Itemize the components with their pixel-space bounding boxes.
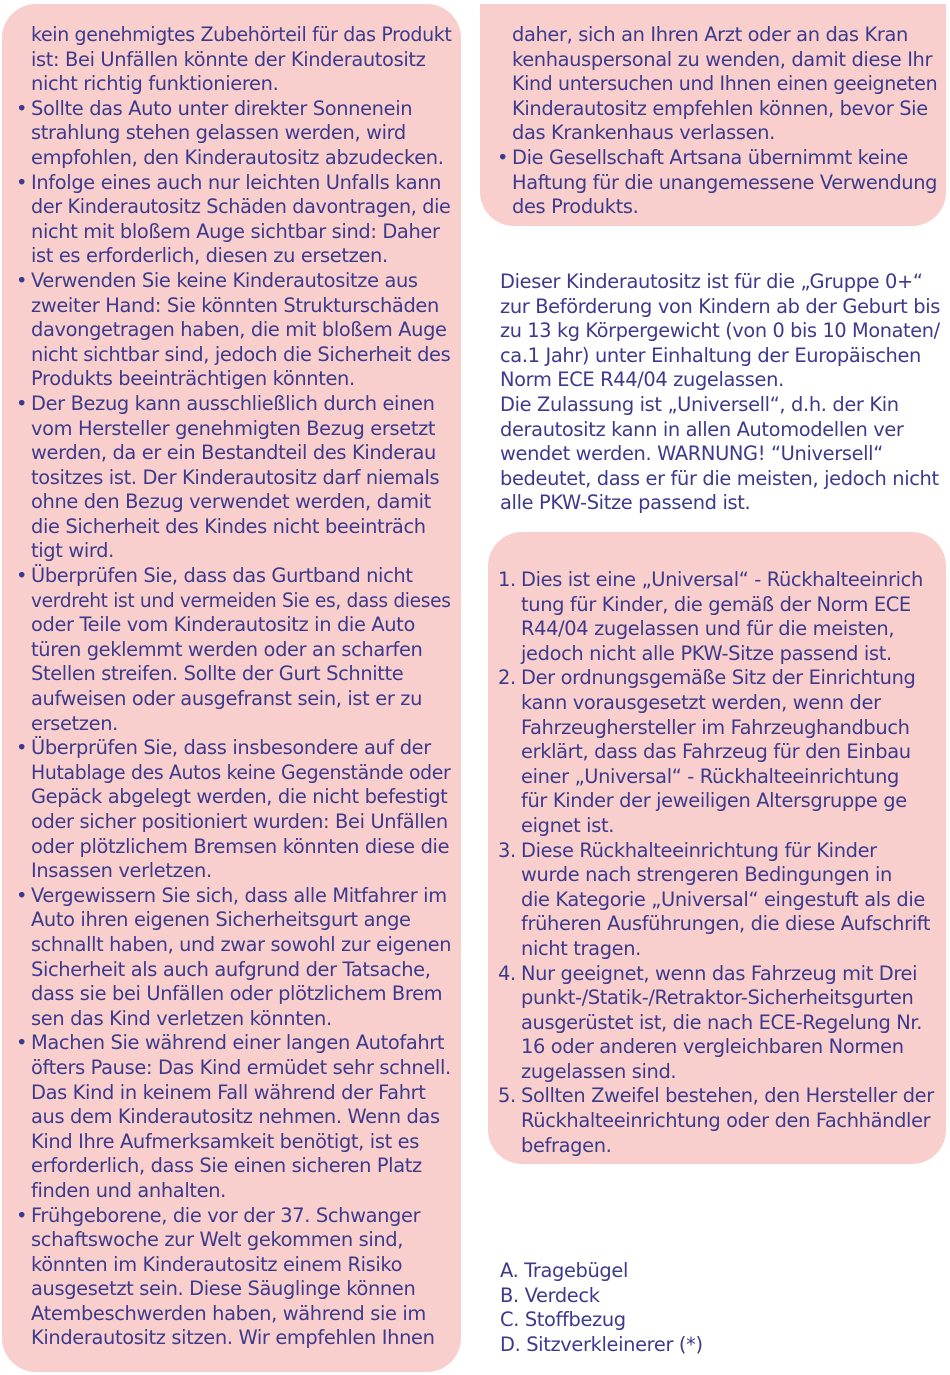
bullet-marker: • [16,1031,28,1055]
bullet-marker: • [16,96,28,120]
text-line: ca.1 Jahr) unter Einhaltung der Europäischen [500,343,921,367]
parts-legend [500,1259,800,1357]
numbered-line: zugelassen sind. [521,1059,677,1083]
numbered-line: R44/04 zugelassen und für die meisten, [521,617,895,641]
continuation-line: daher, sich an Ihren Arzt oder an das Kran [512,23,908,46]
bullet-line: oder sicher positioniert wurden: Bei Unfällen [31,810,448,833]
bullet-line: sen das Kind verletzen könnten. [31,1006,332,1030]
numbered-item [498,666,941,838]
bullet-marker: • [16,736,28,760]
text-line: C. Stoffbezug [500,1308,626,1332]
bullet-line: verdreht ist und vermeiden Sie es, dass dieses [31,588,451,612]
bullet-line: vom Hersteller genehmigten Bezug ersetzt [31,416,436,440]
continuation-line: ist: Bei Unfällen könnte der Kinderautositz [31,47,426,71]
text-line: B. Verdeck [500,1283,600,1307]
bullet-item [16,736,451,884]
numbered-line: früheren Ausführungen, die diese Aufschrift [521,912,931,936]
bullet-line: nicht sichtbar sind, jedoch die Sicherheit des [31,342,451,366]
numbered-line: befragen. [521,1133,612,1157]
bullet-line: könnten im Kinderautositz einem Risiko [31,1252,403,1276]
numbered-line: Sollten Zweifel bestehen, den Hersteller der [521,1084,934,1108]
bullet-item [497,145,938,220]
bullet-marker: • [497,145,509,169]
bullet-line: öfters Pause: Das Kind ermüdet sehr schnell. [31,1055,451,1079]
bullet-line: Kind Ihre Aufmerksamkeit benötigt, ist es [31,1129,419,1153]
bullet-item [16,564,451,736]
numbered-line: 16 oder anderen vergleichbaren Normen [521,1035,904,1059]
bullet-line: der Kinderautositz Schäden davontragen, die [31,195,451,219]
item-number: 5. [498,1084,516,1108]
text-line: alle PKW-Sitze passend ist. [500,491,751,515]
numbered-item [498,961,941,1085]
bullet-item [16,1031,451,1203]
numbered-line: einer „Universal“ - Rückhalteeinrichtung [521,764,899,788]
numbered-line: die Kategorie „Universal“ eingestuft als die [521,887,925,911]
bullet-line: oder Teile vom Kinderautositz in die Auto [31,613,415,637]
bullet-line: Verwenden Sie keine Kinderautositze aus [31,268,418,292]
item-number: 1. [498,568,516,591]
continuation-line: Kinderautositz empfehlen können, bevor Sie [512,96,928,120]
universal-notes-list [498,568,941,1158]
bullet-line: nicht mit bloßem Auge sichtbar sind: Daher [31,219,440,243]
bullet-marker: • [16,883,28,907]
numbered-line: wurde nach strengeren Bedingungen in [521,863,892,887]
bullet-line: Der Bezug kann ausschließlich durch einen [31,391,435,415]
continuation-line: Kind untersuchen und Ihnen einen geeigneten [512,72,938,96]
numbered-line: jedoch nicht alle PKW-Sitze passend ist. [521,641,892,665]
bullet-line: davongetragen haben, die mit bloßem Auge [31,318,447,342]
continuation-line: kenhauspersonal zu wenden, damit diese Ihr [512,47,933,71]
bullet-line: aufweisen oder ausgefranst sein, ist er zu [31,687,423,711]
bullet-line: zweiter Hand: Sie könnten Strukturschäden [31,293,439,317]
numbered-line: Der ordnungsgemäße Sitz der Einrichtung [521,666,916,690]
bullet-line: Stellen streifen. Sollte der Gurt Schnitte [31,662,404,686]
right-warnings-text [497,23,938,220]
continuation-line: nicht richtig funktionieren. [31,72,279,96]
bullet-line: tigt wird. [31,539,114,563]
bullet-line: türen geklemmt werden oder an scharfen [31,637,423,661]
numbered-line: ausgerüstet ist, die nach ECE-Regelung Nr. [521,1010,923,1034]
numbered-line: Nur geeignet, wenn das Fahrzeug mit Drei [521,961,918,985]
bullet-item [16,883,452,1032]
bullet-line: Haftung für die unangemessene Verwendung [512,170,938,194]
bullet-line: dass sie bei Unfällen oder plötzlichem Brem [31,982,443,1006]
bullet-line: Auto ihren eigenen Sicherheitsgurt ange [31,908,411,932]
bullet-item [16,268,451,392]
bullet-line: Das Kind in keinem Fall während der Fahrt [31,1080,426,1104]
bullet-line: Überprüfen Sie, dass insbesondere auf der [31,736,431,760]
item-number: 3. [498,838,516,862]
numbered-item [498,568,941,666]
bullet-marker: • [16,268,28,292]
bullet-line: Vergewissern Sie sich, dass alle Mitfahrer im [31,883,447,907]
bullet-line: oder plötzlichem Bremsen könnten diese die [31,834,450,858]
numbered-line: Fahrzeughersteller im Fahrzeughandbuch [521,715,910,739]
bullet-line: Insassen verletzen. [31,859,212,883]
bullet-item [16,170,451,269]
bullet-line: Hutablage des Autos keine Gegenstände oder [31,760,451,784]
bullet-line: werden, da er ein Bestandteil des Kinderau [31,441,436,465]
text-line: Norm ECE R44/04 zugelassen. [500,368,784,392]
numbered-line: eignet ist. [521,813,615,837]
bullet-item [16,391,451,564]
continuation-line: das Krankenhaus verlassen. [512,121,775,145]
bullet-line: ohne den Bezug verwendet werden, damit [31,490,431,514]
bullet-line: empfohlen, den Kinderautositz abzudecken. [31,145,444,169]
numbered-line: Dies ist eine „Universal“ - Rückhalteeinrich [521,568,923,591]
bullet-line: Atembeschwerden haben, während sie im [31,1301,426,1325]
bullet-line: aus dem Kinderautositz nehmen. Wenn das [31,1105,440,1129]
bullet-line: finden und anhalten. [31,1178,226,1202]
left-warnings-text [16,23,452,1351]
bullet-marker: • [16,1203,28,1227]
text-line: Dieser Kinderautositz ist für die „Gruppe 0+“ [500,270,923,293]
text-line: derautositz kann in allen Automodellen ver [500,417,904,441]
text-line: wendet werden. WARNUNG! “Universell“ [500,442,883,466]
bullet-line: tositzes ist. Der Kinderautositz darf niemals [31,465,440,489]
numbered-line: kann vorausgesetzt werden, wenn der [521,690,881,714]
numbered-line: tung für Kinder, die gemäß der Norm ECE [521,592,911,616]
bullet-item [16,96,451,171]
bullet-line: Gepäck abgelegt werden, die nicht befestigt [31,785,448,809]
bullet-line: Sollte das Auto unter direkter Sonnenein [31,96,413,120]
text-line: A. Tragebügel [500,1259,629,1282]
numbered-line: für Kinder der jeweiligen Altersgruppe ge [521,789,907,813]
bullet-line: Produkts beeinträchtigen könnten. [31,367,355,391]
bullet-line: Kinderautositz sitzen. Wir empfehlen Ihnen [31,1326,435,1350]
text-line: zu 13 kg Körpergewicht (von 0 bis 10 Monaten/ [500,319,940,343]
item-number: 2. [498,666,516,690]
numbered-item [498,1084,941,1158]
continuation-line: kein genehmigtes Zubehörteil für das Produkt [31,23,452,46]
bullet-line: Machen Sie während einer langen Autofahrt [31,1031,445,1055]
bullet-line: die Sicherheit des Kindes nicht beeinträch [31,514,426,538]
bullet-line: erforderlich, dass Sie einen sicheren Platz [31,1154,422,1178]
bullet-line: ersetzen. [31,711,118,735]
bullet-line: des Produkts. [512,195,639,219]
item-number: 4. [498,961,516,985]
bullet-marker: • [16,564,28,588]
bullet-line: Sicherheit als auch aufgrund der Tatsache, [31,957,431,981]
bullet-line: schnallt haben, und zwar sowohl zur eigenen [31,932,452,956]
numbered-line: nicht tragen. [521,936,641,960]
bullet-line: Infolge eines auch nur leichten Unfalls kann [31,170,442,194]
bullet-line: Frühgeborene, die vor der 37. Schwanger [31,1203,421,1227]
text-line: D. Sitzverkleinerer (*) [500,1332,703,1356]
bullet-line: ausgesetzt sein. Diese Säuglinge können [31,1277,416,1301]
bullet-line: Die Gesellschaft Artsana übernimmt keine [512,145,908,169]
bullet-line: Überprüfen Sie, dass das Gurtband nicht [31,564,413,588]
numbered-line: punkt-/Statik-/Retraktor-Sicherheitsgurten [521,986,914,1010]
text-line: bedeutet, dass er für die meisten, jedoch nicht [500,466,939,490]
bullet-marker: • [16,170,28,194]
bullet-item [16,1203,451,1352]
approval-statement [500,270,940,516]
text-line: zur Beförderung von Kindern ab der Geburt bis [500,294,940,318]
bullet-line: strahlung stehen gelassen werden, wird [31,121,406,145]
bullet-line: schaftswoche zur Welt gekommen sind, [31,1228,404,1252]
numbered-line: Rückhalteeinrichtung oder den Fachhändler [521,1109,931,1133]
numbered-line: Diese Rückhalteeinrichtung für Kinder [521,838,877,862]
numbered-line: erklärt, dass das Fahrzeug für den Einbau [521,740,911,764]
bullet-marker: • [16,391,28,415]
numbered-item [498,838,941,962]
text-line: Die Zulassung ist „Universell“, d.h. der Kin [500,392,899,416]
bullet-line: ist es erforderlich, diesen zu ersetzen. [31,244,388,268]
